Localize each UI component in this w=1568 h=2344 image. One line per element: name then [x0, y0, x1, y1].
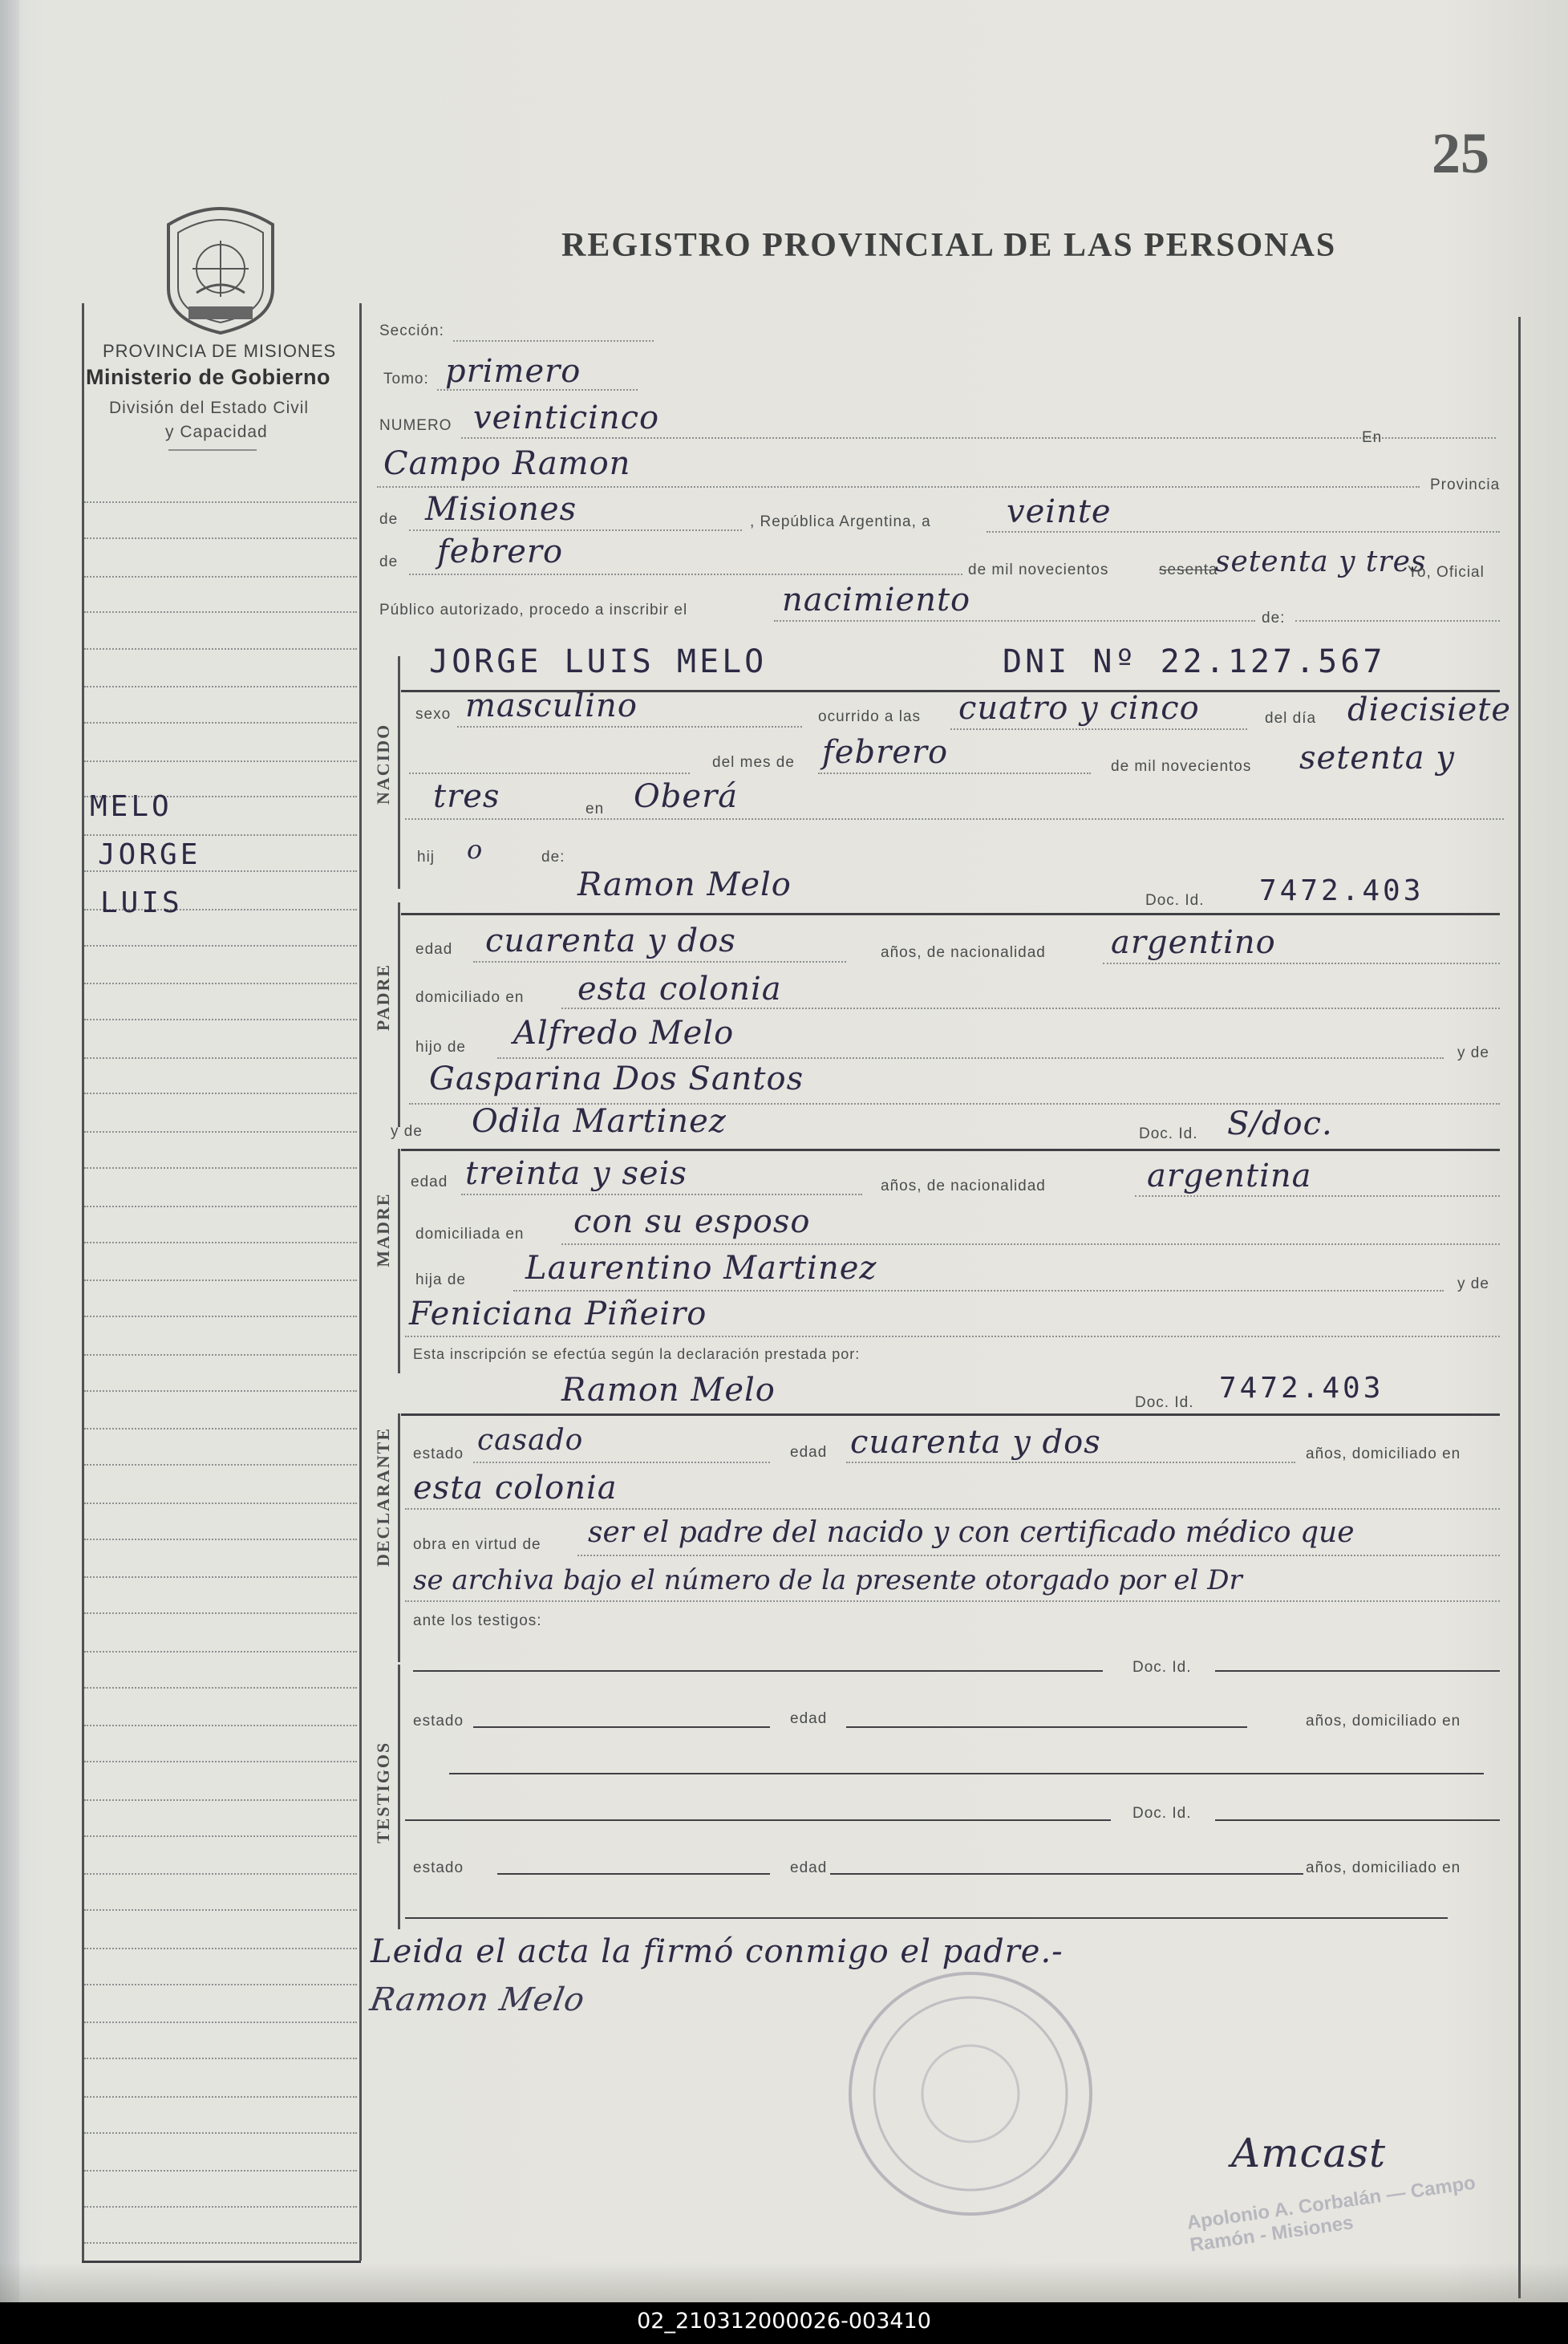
entry-declarante: Ramon Melo — [561, 1372, 776, 1409]
line-testigo-2-name — [405, 1819, 1111, 1821]
line-declarante-edad — [846, 1462, 1295, 1463]
label-yo-oficial: Yo, Oficial — [1408, 564, 1485, 581]
label-seccion: Sección: — [379, 322, 444, 339]
line-padre — [401, 913, 1500, 915]
office-line-4: y Capacidad — [165, 423, 268, 441]
entry-madre-madre: Feniciana Piñeiro — [409, 1296, 707, 1332]
entry-mes: febrero — [437, 533, 564, 570]
line-testigo-1-doc — [1215, 1670, 1500, 1672]
line-seccion — [453, 340, 654, 342]
line-lugar-nac — [405, 818, 1504, 820]
line-blank-1 — [409, 773, 690, 774]
label-del-dia: del día — [1265, 710, 1317, 727]
entry-tomo: primero — [445, 353, 581, 390]
line-madre-edad — [461, 1194, 862, 1195]
entry-padre-dom: esta colonia — [577, 971, 782, 1008]
entry-anio-nac-2: tres — [433, 778, 500, 815]
entry-anio-nac-1: setenta y — [1299, 740, 1455, 777]
line-testigo-1-dom — [449, 1773, 1484, 1774]
label-de-4: de: — [541, 849, 565, 866]
entry-padre-doc: 7472.403 — [1259, 874, 1424, 907]
line-mes — [409, 574, 962, 575]
label-anos-nac-1: años, de nacionalidad — [881, 944, 1046, 961]
margin-note-surname: MELO — [90, 790, 172, 823]
closing-note: Leida el acta la firmó conmigo el padre.- — [371, 1933, 1064, 1970]
label-de-1: de — [379, 511, 399, 528]
label-en-2: en — [585, 801, 605, 817]
line-madre-padre — [513, 1290, 1444, 1292]
label-ocurrido: ocurrido a las — [818, 708, 922, 725]
section-padre: PADRE — [373, 963, 393, 1032]
label-domiciliado: domiciliado en — [415, 989, 525, 1006]
label-edad-1: edad — [415, 941, 453, 958]
office-underline — [168, 449, 257, 451]
entry-declarante-estado: casado — [477, 1424, 584, 1457]
office-line-2: Ministerio de Gobierno — [86, 365, 331, 389]
line-testigo-2-edad — [830, 1873, 1303, 1875]
label-edad-2: edad — [411, 1174, 448, 1190]
line-de3 — [1295, 620, 1500, 622]
nacido-bracket — [398, 656, 400, 889]
entry-padre-madre: Gasparina Dos Santos — [429, 1060, 804, 1097]
label-anos-dom-3: años, domiciliado en — [1306, 1859, 1461, 1876]
label-y-de-1: y de — [1457, 1044, 1489, 1061]
entry-numero: veinticinco — [473, 399, 660, 436]
entry-dia: veinte — [1007, 493, 1112, 530]
line-padre-edad — [473, 961, 846, 963]
label-anos-nac-2: años, de nacionalidad — [881, 1178, 1046, 1194]
line-sexo — [457, 726, 802, 728]
line-provincia — [409, 529, 742, 531]
label-anos-dom-2: años, domiciliado en — [1306, 1713, 1461, 1730]
entry-madre-edad: treinta y seis — [465, 1155, 687, 1192]
label-hijo-de: hijo de — [415, 1039, 466, 1056]
testigos-bracket — [398, 1665, 400, 1929]
margin-bottom-rule — [82, 2261, 361, 2263]
declarante-bracket — [398, 1413, 400, 1662]
entry-sexo: masculino — [465, 687, 638, 724]
label-anos-dom-1: años, domiciliado en — [1306, 1446, 1461, 1462]
line-dia — [987, 531, 1500, 533]
label-estado-1: estado — [413, 1446, 464, 1462]
entry-acto: nacimiento — [782, 582, 971, 618]
line-mes-nac — [818, 773, 1091, 774]
entry-padre: Ramon Melo — [577, 866, 792, 903]
label-obra: obra en virtud de — [413, 1536, 541, 1553]
line-padre-dom — [561, 1008, 1500, 1009]
label-del-mes: del mes de — [712, 754, 795, 771]
entry-obra-1: ser el padre del nacido y con certificado médico que — [588, 1516, 1355, 1549]
entry-declarante-dom: esta colonia — [413, 1470, 618, 1507]
section-testigos: TESTIGOS — [373, 1741, 393, 1843]
entry-padre-nac: argentino — [1111, 924, 1276, 961]
label-estado-3: estado — [413, 1859, 464, 1876]
label-publico: Público autorizado, procedo a inscribir el — [379, 602, 688, 618]
entry-lugar-nac: Oberá — [634, 778, 739, 815]
stamp-text: Apolonio A. Corbalán — Campo Ramón - Misiones — [1185, 2172, 1477, 2257]
official-stamp — [842, 1965, 1099, 2222]
line-testigo-1-name — [413, 1670, 1103, 1672]
label-de-mil-2: de mil novecientos — [1111, 758, 1252, 775]
label-en: En — [1362, 429, 1383, 446]
line-lugar — [377, 486, 1420, 488]
line-numero — [461, 437, 1496, 439]
label-y-de-3: y de — [1457, 1275, 1489, 1292]
province-seal — [160, 201, 281, 337]
label-estado-2: estado — [413, 1713, 464, 1730]
line-testigo-2-estado — [497, 1873, 770, 1875]
line-madre-madre — [405, 1336, 1500, 1337]
section-nacido: NACIDO — [373, 723, 393, 805]
line-madre-nac — [1135, 1195, 1500, 1197]
line-testigo-1-estado — [473, 1726, 770, 1728]
line-madre-dom — [561, 1243, 1500, 1245]
line-hora — [950, 728, 1247, 730]
entry-anio: setenta y tres — [1215, 545, 1427, 578]
entry-dni: DNI Nº 22.127.567 — [1003, 643, 1386, 680]
entry-hij-suffix: o — [467, 834, 484, 865]
entry-mes-nac: febrero — [822, 734, 949, 771]
label-y-de-2: y de — [391, 1123, 423, 1140]
line-declarante-dom — [405, 1508, 1500, 1510]
section-declarante: DECLARANTE — [373, 1426, 393, 1567]
office-line-3: División del Estado Civil — [109, 399, 310, 417]
page-title: REGISTRO PROVINCIAL DE LAS PERSONAS — [561, 227, 1337, 264]
entry-provincia: Misiones — [425, 491, 577, 528]
line-madre — [401, 1149, 1500, 1151]
label-doc-id-1: Doc. Id. — [1145, 892, 1205, 909]
line-tomo — [437, 389, 638, 391]
label-testigos: ante los testigos: — [413, 1612, 542, 1629]
entry-lugar: Campo Ramon — [383, 445, 631, 482]
label-domiciliada: domiciliada en — [415, 1226, 525, 1243]
label-sexo: sexo — [415, 706, 452, 723]
signature-oficial: Amcast — [1231, 2130, 1387, 2176]
entry-padre-edad: cuarenta y dos — [485, 923, 736, 959]
footer-id: 02_210312000026-003410 — [637, 2309, 931, 2334]
entry-dia-nac: diecisiete — [1347, 691, 1512, 728]
margin-left-rule — [82, 303, 84, 2261]
entry-obra-2: se archiva bajo el número de la presente otorgado por el Dr — [413, 1564, 1242, 1596]
line-obra-2 — [405, 1600, 1500, 1602]
label-hija-de: hija de — [415, 1271, 466, 1288]
entry-padre-padre: Alfredo Melo — [513, 1015, 735, 1052]
page-number: 25 — [1432, 121, 1489, 185]
label-inscripcion: Esta inscripción se efectúa según la declaración prestada por: — [413, 1346, 861, 1362]
label-doc-id-5: Doc. Id. — [1132, 1805, 1192, 1822]
label-edad-5: edad — [790, 1859, 828, 1876]
label-de-2: de — [379, 554, 399, 570]
line-declarante-estado — [473, 1462, 770, 1463]
margin-note-name2: LUIS — [100, 886, 183, 919]
label-sesenta: sesenta — [1159, 562, 1218, 578]
entry-madre-dom: con su esposo — [573, 1203, 811, 1240]
line-testigo-2-doc — [1215, 1819, 1500, 1821]
label-republica: , República Argentina, a — [750, 513, 931, 530]
entry-madre-nac: argentina — [1147, 1158, 1312, 1194]
entry-hora: cuatro y cinco — [958, 690, 1200, 727]
label-edad-3: edad — [790, 1444, 828, 1461]
office-line-1: PROVINCIA DE MISIONES — [103, 341, 337, 361]
line-declarante — [401, 1413, 1500, 1416]
label-doc-id-3: Doc. Id. — [1135, 1394, 1194, 1411]
label-doc-id-2: Doc. Id. — [1139, 1125, 1198, 1142]
margin-right-rule — [359, 303, 362, 2261]
entry-declarante-edad: cuarenta y dos — [850, 1424, 1101, 1461]
line-obra-1 — [577, 1555, 1500, 1556]
line-testigo-2-dom — [405, 1917, 1448, 1919]
madre-bracket — [398, 1149, 400, 1373]
label-de-mil: de mil novecientos — [968, 562, 1109, 578]
label-numero: NUMERO — [379, 417, 452, 434]
padre-bracket — [398, 902, 400, 1127]
label-tomo: Tomo: — [383, 371, 429, 387]
section-madre: MADRE — [373, 1192, 393, 1267]
entry-declarante-doc: 7472.403 — [1219, 1372, 1384, 1405]
line-acto — [774, 620, 1255, 622]
label-hij: hij — [417, 849, 436, 866]
entry-nombre: JORGE LUIS MELO — [429, 643, 768, 680]
label-provincia: Provincia — [1430, 477, 1501, 493]
entry-madre-padre: Laurentino Martinez — [525, 1250, 877, 1287]
line-padre-padre — [497, 1057, 1444, 1059]
label-doc-id-4: Doc. Id. — [1132, 1659, 1192, 1676]
footer-bar — [0, 2302, 1568, 2344]
right-border — [1518, 317, 1521, 2298]
entry-madre: Odila Martinez — [472, 1103, 727, 1140]
label-edad-4: edad — [790, 1710, 828, 1727]
label-de-3: de: — [1262, 610, 1286, 627]
margin-note-name1: JORGE — [98, 838, 201, 871]
signature-padre: Ramon Melo — [367, 1981, 588, 2018]
entry-madre-doc: S/doc. — [1227, 1105, 1333, 1142]
line-padre-nac — [1103, 963, 1500, 964]
line-testigo-1-edad — [846, 1726, 1247, 1728]
